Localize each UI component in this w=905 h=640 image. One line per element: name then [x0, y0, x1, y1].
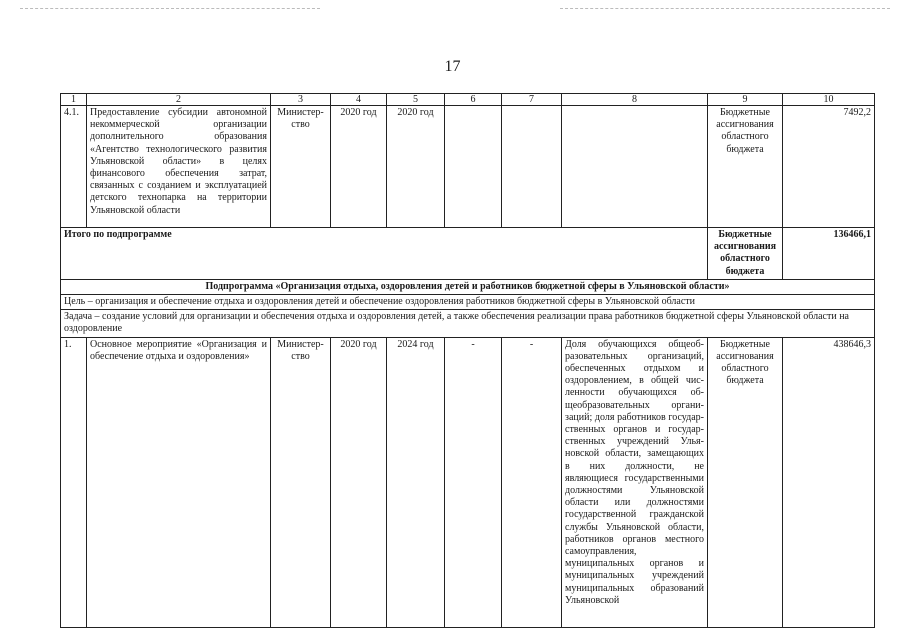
column-header: 8	[562, 94, 708, 106]
subprogram-title: Подпрограмма «Организация отдыха, оздоровления детей и работников бюджетной сферы в Ульяновской области»	[61, 279, 875, 294]
executor-cell: Министерство	[271, 106, 331, 228]
total-row	[61, 228, 875, 280]
column-7-cell	[502, 106, 562, 228]
amount-cell: 438646,3	[783, 337, 875, 627]
scan-artifact	[20, 8, 320, 9]
goal-row	[61, 295, 875, 310]
column-header: 9	[708, 94, 783, 106]
column-6-cell	[445, 106, 502, 228]
column-header: 3	[271, 94, 331, 106]
end-year-cell: 2020 год	[387, 106, 445, 228]
row-number: 4.1.	[61, 106, 87, 228]
column-header: 2	[87, 94, 271, 106]
column-header: 1	[61, 94, 87, 106]
column-6-cell: -	[445, 337, 502, 627]
row-number: 1.	[61, 337, 87, 627]
total-label: Итого по подпрограмме	[61, 228, 708, 280]
funding-source-cell: Бюджетные ассигнования областного бюджета	[708, 337, 783, 627]
end-year-cell: 2024 год	[387, 337, 445, 627]
column-7-cell: -	[502, 337, 562, 627]
scan-artifact	[560, 8, 890, 9]
indicator-cell	[562, 106, 708, 228]
total-amount: 136466,1	[783, 228, 875, 280]
start-year-cell: 2020 год	[331, 106, 387, 228]
column-header: 4	[331, 94, 387, 106]
column-header: 7	[502, 94, 562, 106]
table-row	[61, 106, 875, 228]
measure-description: Предоставление субсидии автономной некоммерческой организации дополнительного образования «Агентство технологического развития Ульяновской области» в целях финансового обеспечения затрат, связанных с созданием и эксплуатацией детского технопарка на территории Ульяновской области	[87, 106, 271, 228]
column-number-row	[61, 94, 875, 106]
total-funding-source: Бюджетные ассигнования областного бюджета	[708, 228, 783, 280]
table-row	[61, 337, 875, 627]
subprogram-title-row	[61, 279, 875, 294]
column-header: 6	[445, 94, 502, 106]
goal-text: Цель – организация и обеспечение отдыха и оздоровления детей и обеспечение оздоровления работников бюджетной сферы в Ульяновской области	[61, 295, 875, 310]
measure-description: Основное мероприятие «Организация и обеспечение отдыха и оздоровления»	[87, 337, 271, 627]
page-number: 17	[444, 58, 461, 75]
start-year-cell: 2020 год	[331, 337, 387, 627]
funding-source-cell: Бюджетные ассигнования областного бюджета	[708, 106, 783, 228]
program-table	[60, 93, 875, 628]
column-header: 5	[387, 94, 445, 106]
amount-cell: 7492,2	[783, 106, 875, 228]
task-text: Задача – создание условий для организации и обеспечения отдыха и оздоровления детей, а также обеспечения реализации права работников бюджетной сферы Ульяновской области на оздоровление	[61, 310, 875, 337]
column-header: 10	[783, 94, 875, 106]
executor-cell: Министерство	[271, 337, 331, 627]
task-row	[61, 310, 875, 337]
indicator-cell: Доля обучающихся общеобразовательных организаций, обеспеченных отдыхом и оздоровлением, в общей численности обучающихся общеобразовательных организаций; доля работников государственных органов и государственных учреждений Ульяновской области, замещающих в них должности, не являющиеся государственными должностями Ульяновской области или должностями государственной гражданской службы Ульяновской области, работников органов местного самоуправления, муниципальных органов и муниципальных учреждений муниципальных образований Ульяновской	[562, 337, 708, 627]
